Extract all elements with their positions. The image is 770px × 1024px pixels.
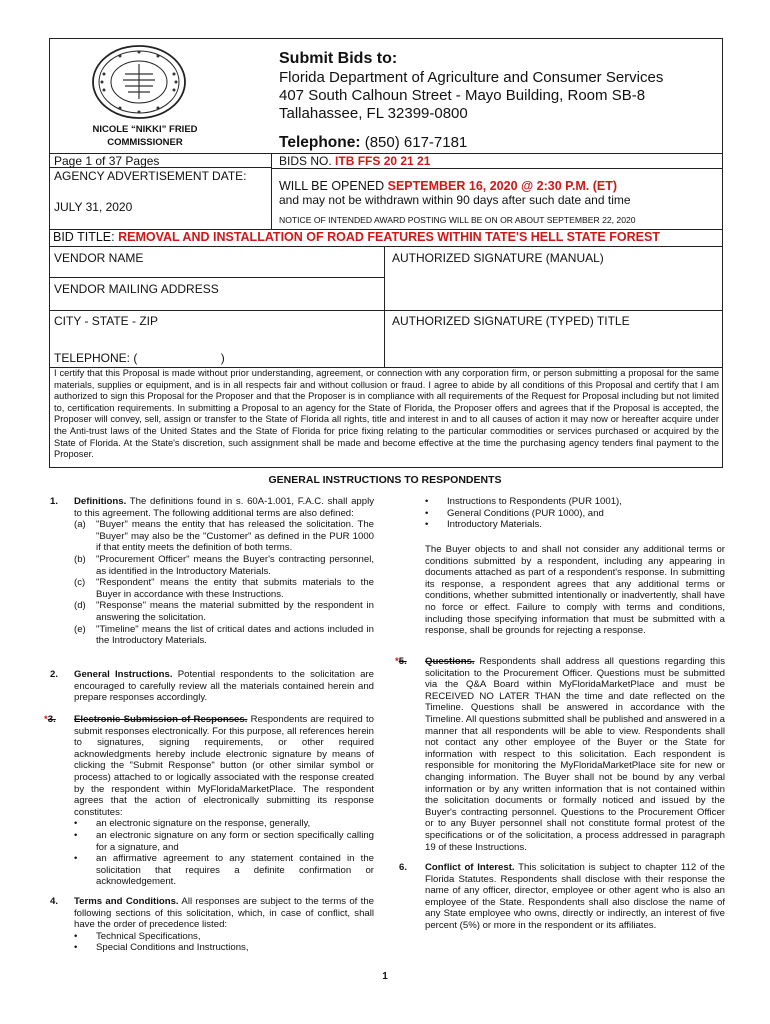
bullet-text: Special Conditions and Instructions, — [96, 942, 249, 954]
bullet-text: an electronic signature on the response, generally, — [96, 818, 311, 830]
s3-heading: Electronic Submission of Responses. — [74, 714, 248, 725]
precedence-bullets — [425, 496, 725, 531]
s4-number: 4. — [50, 896, 59, 907]
s3-number: *3. — [44, 714, 56, 725]
s5-text: Respondents shall address all questions regarding this solicitation to the Procurement Officer. Questions must be submitted via the Q&A Board within MyFloridaMarketPlace and must be RECEIVED NO LATER THAN the time and date reflected on the Timeline. Questions shall be answered in accordance with the Timeline. All questions submitted shall be published and answered in a manner that all respondents will be able to view. Respondents shall not contact any other employee of the Buyer or the State for information with respect to this solicitation. Each respondent is responsible for monitoring the MyFloridaMarketPlace site for new or changing information. The Buyer shall not be bound by any verbal information or by any written information that is not contained within the solicitation documents or formally noticed and issued by the Buyer's contracting personnel. Questions to the Procurement Officer or to any Buyer personnel shall not constitute formal protest of the specifications or of the solicitation, a process addressed in paragraph 19 of these Instructions. — [425, 656, 725, 853]
advertisement-date: JULY 31, 2020 — [54, 200, 133, 214]
definitions-list — [74, 519, 374, 647]
bullet-item — [74, 853, 374, 888]
certification-text: I certify that this Proposal is made without prior understanding, agreement, or connection with any corporation firm, or person submitting a proposal for the same materials, supplies or equipment, and is in all respects fair and without collusion or fraud. I agree to abide by all conditions of this Proposal and certify that I am authorized to sign this Proposal for the Proposer and that the Proposer is in compliance with all requirements of the Request for Proposal including but not limited to, certification requirements. In submitting a Proposal to an agency for the State of Florida, the Proposer offers and agrees that if the Proposal is accepted, the Proposer will convey, sell, assign or transfer to the State of Florida all rights, title and interest in and to all causes of action it may now or hereafter acquire under the Anti-trust laws of the United States and the State of Florida for price fixing relating to the particular commodities or services purchased or acquired by the State of Florida. At the State's discretion, such assignment shall be made and become effective at the time the purchasing agency tenders final payment to the Proposer. — [54, 368, 719, 460]
s6-text: This solicitation is subject to chapter 112 of the Florida Statutes. Respondents shall disclose with their response the name of any officer, director, employee or other agent who is also an employee of the State. Respondents shall also disclose the name of any State employee who owns, directly or indirectly, an interest of five percent (5%) or more in the respondent or its affiliates. — [425, 862, 725, 931]
s3-bullets — [74, 818, 374, 888]
s3-text: Respondents are required to submit responses electronically. For this purpose, all references herein to signatures, signing requirements, or other required acknowledgments hereby include electronic signature by means of clicking the "Submit Response" button (or other similar symbol or process) attached to or logically associated with the response created by the respondent within MyFloridaMarketPlace. The respondent agrees that the action of electronically submitting its response constitutes: — [74, 714, 374, 818]
definition-text: "Buyer" means the entity that has released the solicitation. The "Buyer" may also be the "Customer" as defined in the PUR 1000 if that entity meets the definition of both terms. — [96, 519, 374, 554]
precedence-list — [425, 496, 725, 531]
telephone-line — [279, 134, 467, 152]
bids-number-label: BIDS NO. — [279, 154, 332, 168]
bids-number: ITB FFS 20 21 21 — [335, 154, 431, 168]
s6-heading: Conflict of Interest. — [425, 862, 515, 873]
signature-manual-field[interactable]: AUTHORIZED SIGNATURE (MANUAL) — [392, 251, 604, 265]
bullet-item — [74, 818, 374, 830]
s4-text: All responses are subject to the terms of the following sections of this solicitation, which, in case of conflict, shall have the order of precedence listed: — [74, 896, 375, 931]
bullet-text: an affirmative agreement to any statement contained in the solicitation that requires a definite confirmation or acknowledgement. — [96, 853, 374, 888]
definition-text: "Respondent" means the entity that submits materials to the Buyer in accordance with these Instructions. — [96, 577, 374, 600]
vendor-mailing-field[interactable]: VENDOR MAILING ADDRESS — [54, 282, 219, 296]
opening-line — [279, 179, 617, 193]
bullet-icon: • — [425, 507, 429, 519]
bullet-text: an electronic signature on any form or section specifically calling for a signature, and — [96, 829, 374, 853]
bullet-item — [74, 942, 374, 954]
divider — [49, 277, 384, 278]
bullet-icon: • — [74, 942, 78, 954]
submit-bids-title: Submit Bids to: — [279, 50, 398, 67]
definition-text: "Response" means the material submitted by the respondent in answering the solicitation. — [96, 600, 374, 623]
commissioner-name: NICOLE “NIKKI” FRIED — [92, 124, 198, 135]
s1-heading: Definitions. — [74, 496, 127, 507]
bullet-icon: • — [74, 829, 78, 841]
signature-typed-field[interactable]: AUTHORIZED SIGNATURE (TYPED) TITLE — [392, 314, 630, 328]
bullet-item — [74, 931, 374, 943]
divider — [384, 246, 385, 367]
definition-item — [74, 577, 374, 600]
page-count: Page 1 of 37 Pages — [54, 154, 160, 168]
definition-key: (d) — [74, 600, 86, 612]
bid-title-label: BID TITLE: — [53, 230, 115, 244]
definition-key: (b) — [74, 553, 86, 565]
s1-definitions — [74, 496, 374, 647]
telephone-label: Telephone: — [279, 134, 361, 151]
definition-item — [74, 600, 374, 623]
withdraw-note: and may not be withdrawn within 90 days after such date and time — [279, 193, 631, 207]
s2-text: Potential respondents to the solicitation are encouraged to carefully review all the materials contained herein and prepare responses accordingly. — [74, 669, 375, 704]
bullet-icon: • — [74, 930, 78, 942]
seal-icon — [90, 44, 188, 120]
telephone-number: (850) 617-7181 — [364, 134, 468, 151]
bullet-text: General Conditions (PUR 1000), and — [447, 507, 604, 519]
s4-bullets — [74, 931, 374, 954]
city-address: Tallahassee, FL 32399-0800 — [279, 105, 468, 122]
definition-text: "Timeline" means the list of critical dates and actions included in the Introductory Materials. — [96, 623, 374, 647]
s2-number: 2. — [50, 669, 59, 680]
bullet-icon: • — [425, 519, 429, 531]
definition-key: (c) — [74, 577, 86, 589]
department-seal — [90, 44, 188, 120]
definition-item — [74, 519, 374, 554]
s5-questions — [425, 656, 725, 853]
bullet-text: Instructions to Respondents (PUR 1001), — [447, 496, 622, 507]
opening-prefix: WILL BE OPENED — [279, 179, 385, 193]
bullet-item — [425, 496, 725, 508]
s3-electronic — [74, 714, 374, 888]
opening-date: SEPTEMBER 16, 2020 @ 2:30 P.M. (ET) — [387, 179, 618, 193]
divider — [271, 153, 272, 229]
s1-text: The definitions found in s. 60A-1.001, F.A.C. shall apply to this agreement. The following additional terms are also defined: — [74, 496, 374, 519]
bullet-icon: • — [74, 818, 78, 830]
bullet-icon: • — [74, 853, 78, 865]
divider — [271, 168, 723, 169]
bid-title-value: REMOVAL AND INSTALLATION OF ROAD FEATURES WITHIN TATE'S HELL STATE FOREST — [118, 230, 660, 244]
telephone-field[interactable]: TELEPHONE: ( ) — [54, 351, 225, 365]
department-name: Florida Department of Agriculture and Consumer Services — [279, 69, 664, 86]
award-notice: NOTICE OF INTENDED AWARD POSTING WILL BE ON OR ABOUT SEPTEMBER 22, 2020 — [279, 215, 636, 225]
s4-heading: Terms and Conditions. — [74, 896, 179, 907]
bullet-item — [74, 830, 374, 853]
bullet-text: Introductory Materials. — [447, 519, 542, 531]
agency-date-label: AGENCY ADVERTISEMENT DATE: — [54, 169, 247, 183]
definition-key: (e) — [74, 623, 86, 635]
buyer-objects-text: The Buyer objects to and shall not consider any additional terms or conditions submitted by a respondent, including any appearing in documents attached as part of a respondent's response. In submitting its response, a respondent agrees that any additional terms or conditions, whether submitted intentionally or inadvertently, shall have no force or effect. Failure to comply with terms and conditions, including those specifying information that must be submitted with a response, shall be grounds for rejecting a response. — [425, 544, 725, 637]
s5-number: *5. — [395, 656, 407, 667]
bullet-text: Technical Specifications, — [96, 930, 201, 942]
definition-text: "Procurement Officer" means the Buyer's contracting personnel, as identified in the Introductory Materials. — [96, 553, 374, 577]
s6-conflict — [425, 862, 725, 932]
s5-heading: Questions. — [425, 656, 475, 667]
bullet-item — [425, 519, 725, 531]
section-title: GENERAL INSTRUCTIONS TO RESPONDENTS — [268, 474, 502, 486]
page-number: 1 — [382, 971, 388, 982]
s6-number: 6. — [399, 862, 408, 873]
definition-item — [74, 624, 374, 647]
divider — [49, 246, 723, 247]
divider — [49, 310, 723, 311]
s2-heading: General Instructions. — [74, 669, 173, 680]
bid-title-line — [53, 230, 660, 244]
vendor-name-field[interactable]: VENDOR NAME — [54, 251, 144, 265]
s2-general — [74, 669, 374, 704]
bullet-icon: • — [425, 496, 429, 507]
s1-number: 1. — [50, 496, 59, 507]
bids-number-line — [279, 154, 430, 168]
street-address: 407 South Calhoun Street - Mayo Building, Room SB-8 — [279, 87, 646, 104]
city-state-zip-field[interactable]: CITY - STATE - ZIP — [54, 314, 159, 328]
commissioner-title: COMMISSIONER — [107, 137, 183, 148]
definition-item — [74, 554, 374, 577]
s4-terms — [74, 896, 374, 954]
bullet-item — [425, 508, 725, 520]
definition-key: (a) — [74, 519, 86, 531]
